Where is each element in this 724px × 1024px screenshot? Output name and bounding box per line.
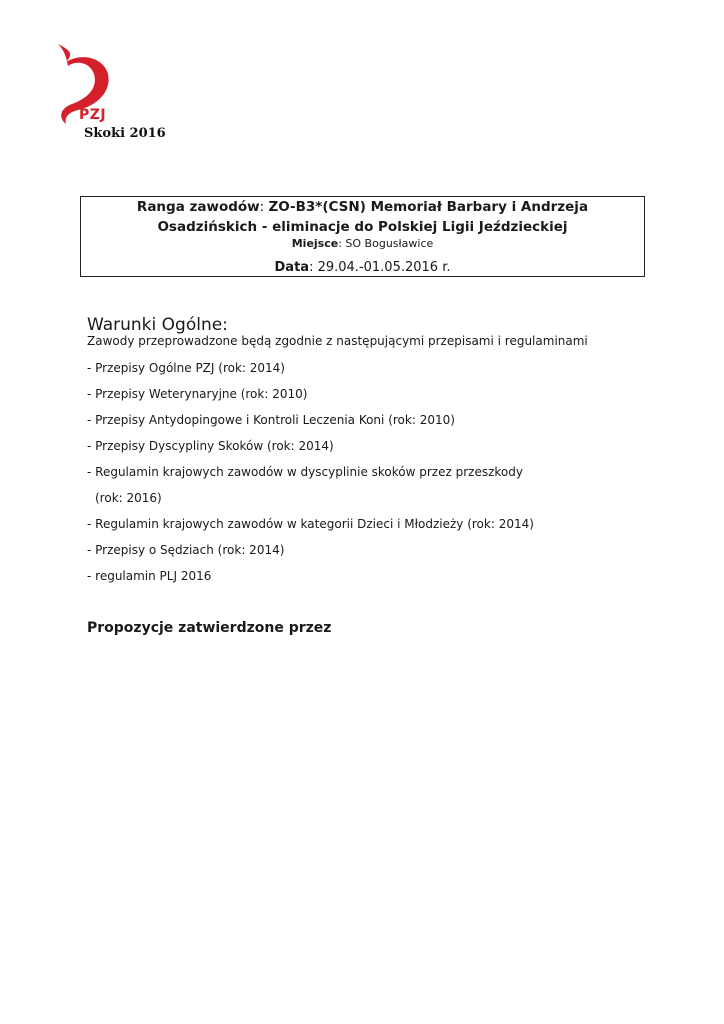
- date-value: 29.04.-01.05.2016 r.: [317, 260, 451, 275]
- general-conditions-title: Warunki Ogólne:: [87, 315, 228, 335]
- venue-colon: :: [338, 237, 346, 250]
- logo-text: PZJ: [79, 107, 107, 123]
- rank-line: [81, 198, 644, 217]
- approval-title: Propozycje zatwierdzone przez: [87, 620, 332, 636]
- list-item: - Regulamin krajowych zawodów w dyscyplinie skoków przez przeszkody: [87, 465, 523, 479]
- list-item: - Przepisy Ogólne PZJ (rok: 2014): [87, 361, 285, 375]
- list-item: - regulamin PLJ 2016: [87, 569, 212, 583]
- event-info-box: [80, 196, 645, 277]
- date-line: [81, 259, 644, 277]
- rank-colon: :: [259, 199, 269, 215]
- list-item: - Przepisy o Sędziach (rok: 2014): [87, 543, 285, 557]
- list-item: - Przepisy Antydopingowe i Kontroli Leczenia Koni (rok: 2010): [87, 413, 455, 427]
- list-item: - Przepisy Weterynaryjne (rok: 2010): [87, 387, 308, 401]
- general-conditions-intro: Zawody przeprowadzone będą zgodnie z następującymi przepisami i regulaminami: [87, 334, 588, 348]
- list-item: (rok: 2016): [95, 491, 162, 505]
- list-item: - Regulamin krajowych zawodów w kategorii Dzieci i Młodzieży (rok: 2014): [87, 517, 534, 531]
- header-subtitle: Skoki 2016: [84, 126, 166, 141]
- venue-label: Miejsce: [291, 237, 339, 250]
- venue-line: [81, 237, 644, 251]
- date-colon: :: [309, 260, 318, 275]
- rank-value: ZO-B3*(CSN) Memoriał Barbary i Andrzeja: [268, 199, 589, 215]
- date-label: Data: [274, 260, 310, 275]
- rank-line-2: Osadzińskich - eliminacje do Polskiej Ligii Jeździeckiej: [157, 219, 568, 235]
- list-item: - Przepisy Dyscypliny Skoków (rok: 2014): [87, 439, 334, 453]
- rank-label: Ranga zawodów: [136, 199, 260, 215]
- regulations-list: [87, 359, 534, 593]
- venue-value: SO Bogusławice: [345, 237, 434, 250]
